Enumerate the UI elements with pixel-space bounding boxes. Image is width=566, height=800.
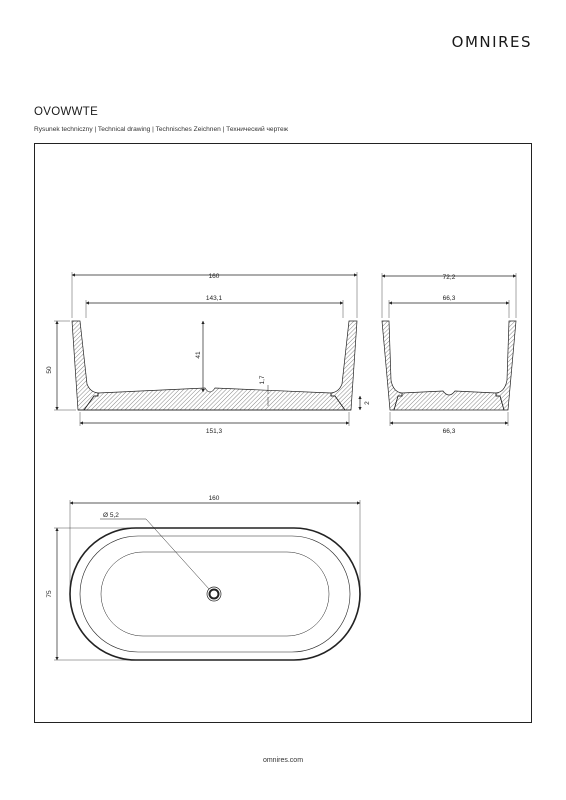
front-base-width: 151,3 — [205, 428, 223, 435]
front-foot-height: 2 — [364, 401, 371, 405]
top-width: 75 — [46, 590, 53, 598]
brand-logo: OMNIRES — [451, 33, 532, 51]
side-base-width: 66,3 — [442, 428, 456, 435]
top-length: 160 — [208, 495, 220, 502]
front-inner-depth: 41 — [195, 351, 202, 359]
front-top-width: 160 — [208, 273, 220, 280]
side-inner-width: 66,3 — [442, 295, 456, 302]
front-inner-width: 143,1 — [205, 295, 223, 302]
front-bottom-thickness: 1,7 — [259, 375, 266, 385]
footer-website: omnires.com — [262, 757, 304, 764]
front-height: 50 — [46, 366, 53, 374]
drain-diameter: Ø 5,2 — [103, 512, 119, 519]
drawing-subtitle: Rysunek techniczny | Technical drawing | Technisches Zeichnen | Технический чертеж — [34, 126, 289, 133]
drain-inner — [210, 590, 219, 599]
product-code: OVOWWTE — [34, 106, 99, 118]
top-view — [54, 500, 360, 660]
drain-leader — [100, 519, 209, 589]
side-top-width: 72,2 — [442, 274, 456, 281]
